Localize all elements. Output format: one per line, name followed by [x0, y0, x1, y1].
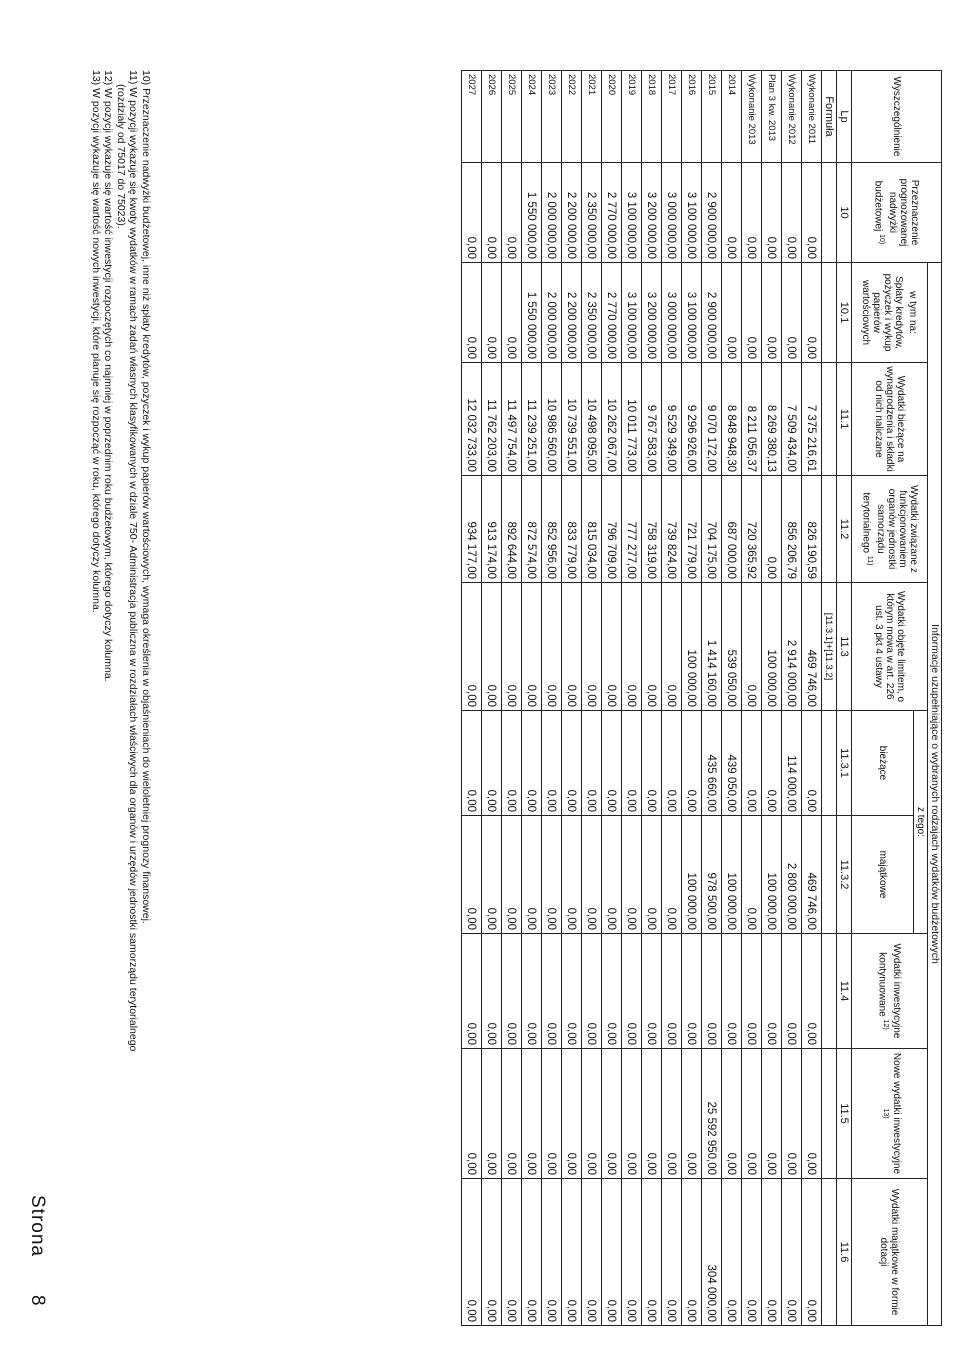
table-cell: 1 550 000,00: [522, 163, 542, 263]
table-cell: 0,00: [762, 1179, 782, 1326]
footnote: (rozdziały od 75017 do 75023).: [115, 84, 127, 229]
lp-code: 11.3.1: [837, 711, 852, 816]
table-cell: 0,00: [722, 1179, 742, 1326]
table-cell: 0,00: [682, 934, 702, 1049]
table-row: [582, 71, 602, 1326]
table-cell: 0,00: [602, 711, 622, 816]
table-cell: 11 762 203,00: [482, 363, 502, 476]
table-cell: 0,00: [582, 816, 602, 934]
table-cell: 3 100 000,00: [682, 263, 702, 363]
table-cell: 0,00: [602, 934, 622, 1049]
table-cell: 439 050,00: [722, 711, 742, 816]
row-label: 2015: [702, 71, 722, 163]
table-cell: 0,00: [682, 1179, 702, 1326]
row-label: 2019: [622, 71, 642, 163]
table-cell: 100 000,00: [762, 583, 782, 711]
page-number: [26, 1195, 48, 1345]
lp-code: 11.2: [837, 476, 852, 583]
header-col-11-2: Wydatki związane z funkcjonowaniem organów jednostki samorządu terytorialnego $^{11)}$: [852, 476, 928, 583]
table-cell: 0,00: [502, 583, 522, 711]
table-row: [762, 71, 782, 1326]
row-label: 2027: [462, 71, 482, 163]
table-cell: 0,00: [602, 816, 622, 934]
table-cell: 0,00: [782, 934, 802, 1049]
table-cell: 10 262 067,00: [602, 363, 622, 476]
table-cell: 114 000,00: [782, 711, 802, 816]
table-cell: 0,00: [802, 1179, 822, 1326]
table-cell: 720 365,92: [742, 476, 762, 583]
table-cell: 2 770 000,00: [602, 163, 622, 263]
table-cell: 0,00: [522, 1049, 542, 1179]
lp-code: 11.3: [837, 583, 852, 711]
header-col-10-1: w tym na: Spłaty kredytów, pożyczek i wykup papierów wartościowych: [852, 263, 928, 363]
table-cell: 7 509 434,00: [782, 363, 802, 476]
table-cell: 0,00: [642, 934, 662, 1049]
table-cell: 0,00: [662, 816, 682, 934]
footnote: 12) W pozycji wykazuje się wartość inwestycji rozpoczętych co najmniej w poprzednim roku budżetowym, którego dotyczy kolumna.: [102, 70, 115, 682]
table-cell: 704 175,00: [702, 476, 722, 583]
table-cell: 3 200 000,00: [642, 263, 662, 363]
table-cell: 7 375 216,61: [802, 363, 822, 476]
table-cell: 0,00: [482, 263, 502, 363]
table-cell: 0,00: [462, 1049, 482, 1179]
table-row: [522, 71, 542, 1326]
table-cell: 0,00: [542, 583, 562, 711]
table-cell: 100 000,00: [722, 816, 742, 934]
table-cell: 12 032 733,00: [462, 363, 482, 476]
header-col-11-3: Wydatki objęte limitem, o którym mowa w art. 226 ust. 3 pkt 4 ustawy: [852, 583, 928, 711]
row-label: 2017: [662, 71, 682, 163]
table-cell: 0,00: [702, 934, 722, 1049]
table-cell: 0,00: [542, 934, 562, 1049]
table-cell: 3 100 000,00: [682, 163, 702, 263]
row-label: 2018: [642, 71, 662, 163]
table-cell: 0,00: [622, 1049, 642, 1179]
table-cell: 3 000 000,00: [662, 263, 682, 363]
table-cell: 0,00: [482, 1049, 502, 1179]
table-cell: 0,00: [742, 816, 762, 934]
table-cell: 0,00: [742, 711, 762, 816]
header-wyszczegolnienie: Wyszczególnienie: [852, 71, 942, 163]
table-cell: 469 746,00: [802, 583, 822, 711]
table-cell: 0,00: [802, 1049, 822, 1179]
table-cell: 0,00: [802, 934, 822, 1049]
table-cell: 0,00: [502, 1049, 522, 1179]
table-cell: 2 350 000,00: [582, 163, 602, 263]
table-cell: 0,00: [722, 1049, 742, 1179]
table-cell: 777 277,00: [622, 476, 642, 583]
table-cell: 0,00: [542, 816, 562, 934]
row-label: 2016: [682, 71, 702, 163]
table-cell: 2 000 000,00: [542, 263, 562, 363]
table-row: [462, 71, 482, 1326]
table-cell: 0,00: [622, 711, 642, 816]
lp-label: Lp: [837, 71, 852, 163]
table-cell: 0,00: [502, 816, 522, 934]
table-cell: 0,00: [462, 263, 482, 363]
table-cell: 3 100 000,00: [622, 263, 642, 363]
table-cell: 0,00: [642, 1179, 662, 1326]
table-cell: 0,00: [602, 583, 622, 711]
table-cell: 0,00: [522, 934, 542, 1049]
table-cell: 852 956,00: [542, 476, 562, 583]
table-cell: 0,00: [762, 934, 782, 1049]
table-cell: 978 500,00: [702, 816, 722, 934]
table-cell: 3 000 000,00: [662, 163, 682, 263]
table-cell: 0,00: [642, 816, 662, 934]
table-cell: 0,00: [662, 711, 682, 816]
table-cell: 0,00: [482, 583, 502, 711]
table-cell: 815 034,00: [582, 476, 602, 583]
table-cell: 0,00: [462, 583, 482, 711]
table-cell: 0,00: [802, 711, 822, 816]
table-cell: 0,00: [622, 583, 642, 711]
table-cell: 2 914 000,00: [782, 583, 802, 711]
table-cell: 0,00: [622, 934, 642, 1049]
table-cell: 0,00: [642, 583, 662, 711]
table-cell: 2 900 000,00: [702, 163, 722, 263]
lp-code: 10: [837, 163, 852, 263]
table-cell: 826 190,59: [802, 476, 822, 583]
table-cell: 3 100 000,00: [622, 163, 642, 263]
table-cell: 913 174,00: [482, 476, 502, 583]
table-cell: 8 269 380,13: [762, 363, 782, 476]
table-cell: 0,00: [522, 1179, 542, 1326]
table-cell: 0,00: [482, 163, 502, 263]
page-label: Strona: [27, 1195, 48, 1257]
table-cell: 9 529 349,00: [662, 363, 682, 476]
table-cell: 0,00: [782, 1179, 802, 1326]
table-cell: 0,00: [642, 711, 662, 816]
table-cell: 0,00: [762, 476, 782, 583]
table-cell: 0,00: [482, 934, 502, 1049]
table-cell: 0,00: [742, 934, 762, 1049]
table-cell: 0,00: [602, 1179, 622, 1326]
table-cell: 0,00: [722, 163, 742, 263]
row-label: Wykonanie 2011: [802, 71, 822, 163]
table-cell: 0,00: [462, 711, 482, 816]
lp-code: 11.6: [837, 1179, 852, 1326]
table-cell: 435 660,00: [702, 711, 722, 816]
table-cell: 0,00: [742, 163, 762, 263]
table-cell: 0,00: [762, 163, 782, 263]
table-row: [742, 71, 762, 1326]
table-cell: 0,00: [582, 711, 602, 816]
header-col-10: Przeznaczenie prognozowanej nadwyżki budżetowej $^{10)}$: [852, 163, 942, 263]
table-cell: 0,00: [802, 163, 822, 263]
table-cell: 934 177,00: [462, 476, 482, 583]
table-cell: 0,00: [782, 1049, 802, 1179]
table-cell: 100 000,00: [682, 816, 702, 934]
table-body: [462, 71, 822, 1326]
table-cell: 0,00: [682, 711, 702, 816]
table-cell: 0,00: [462, 816, 482, 934]
table-cell: 0,00: [522, 816, 542, 934]
row-label: Wykonanie 2013: [742, 71, 762, 163]
table-cell: 0,00: [522, 711, 542, 816]
footnote: 11) W pozycji wykazuje się kwoty wydatków w ramach zadań własnych klasyfikowanych w dziale 750- Administracja publiczna w rozdziałach właściwych dla organów i urzędów jednostki samorządu terytorialnego: [127, 70, 140, 1052]
table-cell: 25 592 950,00: [702, 1049, 722, 1179]
table-row: [722, 71, 742, 1326]
table-cell: 796 709,00: [602, 476, 622, 583]
table-row: [562, 71, 582, 1326]
table-cell: 539 050,00: [722, 583, 742, 711]
table-cell: 0,00: [722, 934, 742, 1049]
table-cell: 0,00: [762, 1049, 782, 1179]
header-col-11-3-1: bieżące: [852, 711, 914, 816]
lp-code: 10.1: [837, 263, 852, 363]
footnote: 10) Przeznaczenie nadwyżki budżetowej, inne niż spłaty kredytów, pożyczek i wykup papierów wartościowych, wymaga określenia w objaśnieniach do wieloletniej prognozy finansowej.: [140, 70, 152, 924]
table-row: [502, 71, 522, 1326]
table-cell: 0,00: [462, 1179, 482, 1326]
row-label: 2024: [522, 71, 542, 163]
table-cell: 0,00: [502, 711, 522, 816]
table-cell: 2 770 000,00: [602, 263, 622, 363]
header-col-11-6: Wydatki majątkowe w formie dotacji: [852, 1179, 928, 1326]
table-cell: 10 739 551,00: [562, 363, 582, 476]
table-row: [682, 71, 702, 1326]
table-cell: 0,00: [502, 1179, 522, 1326]
table-row: [702, 71, 722, 1326]
table-row: [542, 71, 562, 1326]
formula-11-3: [11.3.1]+[11.3.2]: [822, 583, 837, 711]
table-cell: 0,00: [522, 583, 542, 711]
table-cell: 892 644,00: [502, 476, 522, 583]
lp-code: 11.5: [837, 1049, 852, 1179]
table-cell: 0,00: [562, 934, 582, 1049]
table-cell: 8 211 056,37: [742, 363, 762, 476]
table-cell: 0,00: [782, 263, 802, 363]
table-cell: 0,00: [622, 1179, 642, 1326]
table-cell: 0,00: [502, 934, 522, 1049]
table-cell: 0,00: [582, 1179, 602, 1326]
formula-label: Formuła: [822, 71, 837, 163]
table-cell: 0,00: [662, 583, 682, 711]
table-cell: 0,00: [562, 816, 582, 934]
table-cell: 0,00: [482, 711, 502, 816]
table-cell: 9 767 583,00: [642, 363, 662, 476]
table-cell: 758 319,00: [642, 476, 662, 583]
table-cell: 0,00: [562, 711, 582, 816]
lp-code: 11.1: [837, 363, 852, 476]
footnotes: [90, 70, 153, 1270]
table-cell: 10 011 773,00: [622, 363, 642, 476]
table-cell: 721 779,00: [682, 476, 702, 583]
table-cell: 0,00: [462, 934, 482, 1049]
table-cell: 10 986 560,00: [542, 363, 562, 476]
row-label: 2026: [482, 71, 502, 163]
table-cell: 0,00: [762, 263, 782, 363]
table-cell: 833 779,00: [562, 476, 582, 583]
table-cell: 0,00: [742, 583, 762, 711]
table-cell: 2 900 000,00: [702, 263, 722, 363]
table-cell: 0,00: [622, 816, 642, 934]
table-cell: 0,00: [582, 583, 602, 711]
table-cell: 0,00: [562, 1179, 582, 1326]
table-cell: 0,00: [602, 1049, 622, 1179]
table-cell: 739 824,00: [662, 476, 682, 583]
table-cell: 0,00: [642, 1049, 662, 1179]
table-cell: 0,00: [562, 1049, 582, 1179]
table-cell: 872 574,00: [522, 476, 542, 583]
table-cell: 1 414 160,00: [702, 583, 722, 711]
table-cell: 0,00: [742, 1179, 762, 1326]
table-cell: 9 296 926,00: [682, 363, 702, 476]
table-cell: 0,00: [502, 263, 522, 363]
table-cell: 0,00: [782, 163, 802, 263]
row-label: 2021: [582, 71, 602, 163]
table-row: [662, 71, 682, 1326]
table-cell: 2 200 000,00: [562, 263, 582, 363]
table-cell: 0,00: [682, 1049, 702, 1179]
table-cell: 10 498 095,00: [582, 363, 602, 476]
table-cell: 856 206,79: [782, 476, 802, 583]
table-cell: 0,00: [542, 711, 562, 816]
table-cell: 9 070 172,00: [702, 363, 722, 476]
table-cell: 0,00: [502, 163, 522, 263]
table-row: [642, 71, 662, 1326]
table-cell: 687 000,00: [722, 476, 742, 583]
header-z-tego: z tego:: [914, 711, 928, 934]
table-cell: 0,00: [462, 163, 482, 263]
table-cell: 0,00: [482, 816, 502, 934]
table-cell: 0,00: [582, 1049, 602, 1179]
row-label: 2022: [562, 71, 582, 163]
header-col-11-5: Nowe wydatki inwestycyjne $^{13)}$: [852, 1049, 928, 1179]
table-cell: 0,00: [662, 1179, 682, 1326]
table-cell: 0,00: [742, 1049, 762, 1179]
table-cell: 2 000 000,00: [542, 163, 562, 263]
table-cell: 1 550 000,00: [522, 263, 542, 363]
table-row: [622, 71, 642, 1326]
table-row: [482, 71, 502, 1326]
table-cell: 11 497 754,00: [502, 363, 522, 476]
page-number-value: 8: [27, 1294, 48, 1307]
footnote: 13) W pozycji wykazuje się wartość nowych inwestycji, które planuje się rozpocząć w roku, którego dotyczy kolumna.: [90, 70, 102, 613]
table-cell: 0,00: [482, 1179, 502, 1326]
table-row: [782, 71, 802, 1326]
table-cell: 8 848 948,30: [722, 363, 742, 476]
table-cell: 0,00: [762, 711, 782, 816]
table-cell: 304 000,00: [702, 1179, 722, 1326]
table-cell: 2 200 000,00: [562, 163, 582, 263]
table-cell: 0,00: [662, 1049, 682, 1179]
table-cell: 469 746,00: [802, 816, 822, 934]
table-cell: 0,00: [582, 934, 602, 1049]
table-cell: 100 000,00: [762, 816, 782, 934]
row-label: 2020: [602, 71, 622, 163]
row-label: Plan 3 kw. 2013: [762, 71, 782, 163]
table-cell: 0,00: [802, 263, 822, 363]
row-label: 2025: [502, 71, 522, 163]
financial-forecast-table: [461, 70, 942, 1326]
header-col-11-3-2: majątkowe: [852, 816, 914, 934]
table-row: [602, 71, 622, 1326]
header-info-group: Informacje uzupełniające o wybranych rodzajach wydatków budżetowych: [928, 263, 942, 1326]
header-col-11-1: Wydatki bieżące na wynagrodzenia i składki od nich naliczane: [852, 363, 928, 476]
header-col-11-4: Wydatki inwestycyjne kontynuowane $^{12)}$: [852, 934, 928, 1049]
table-cell: 0,00: [542, 1179, 562, 1326]
table-cell: 0,00: [562, 583, 582, 711]
lp-code: 11.3.2: [837, 816, 852, 934]
table-row: [802, 71, 822, 1326]
table-cell: 0,00: [742, 263, 762, 363]
lp-code: 11.4: [837, 934, 852, 1049]
table-cell: 3 200 000,00: [642, 163, 662, 263]
table-cell: 100 000,00: [682, 583, 702, 711]
table-cell: 0,00: [542, 1049, 562, 1179]
row-label: Wykonanie 2012: [782, 71, 802, 163]
row-label: 2023: [542, 71, 562, 163]
table-cell: 2 350 000,00: [582, 263, 602, 363]
row-label: 2014: [722, 71, 742, 163]
table-cell: 0,00: [722, 263, 742, 363]
table-cell: 2 800 000,00: [782, 816, 802, 934]
table-cell: 0,00: [662, 934, 682, 1049]
table-cell: 11 239 251,00: [522, 363, 542, 476]
